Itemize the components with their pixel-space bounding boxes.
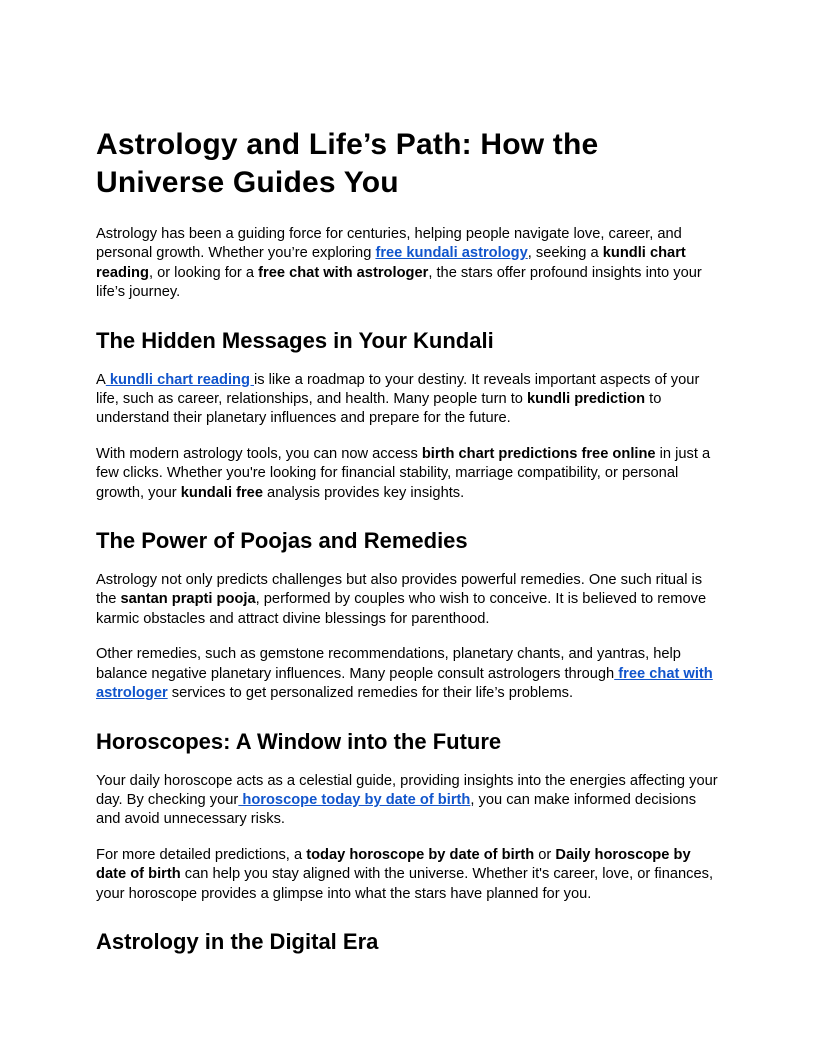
text-run: services to get personalized remedies for their life’s problems. (167, 685, 574, 702)
text-run: to understand their planetary influences and prepare for the future. (96, 391, 662, 427)
paragraph (96, 772, 720, 830)
text-run: santan prapti pooja (120, 591, 256, 608)
text-link[interactable]: kundli chart reading (105, 371, 254, 388)
paragraph (96, 371, 720, 429)
text-run: , seeking a (527, 245, 603, 262)
paragraph (96, 571, 720, 629)
text-run: kundli chart reading (96, 245, 686, 281)
text-link[interactable]: horoscope today by date of birth (238, 791, 471, 808)
text-run: Daily horoscope by date of birth (96, 846, 691, 883)
text-run: , you can make informed decisions and avoid unnecessary risks. (96, 791, 697, 828)
text-run: For more detailed predictions, a (96, 846, 307, 863)
text-run: is like a roadmap to your destiny. It reveals important aspects of your life, such as career, relationships, and health. Many people turn to (96, 371, 700, 408)
text-run: can help you stay aligned with the universe. Whether it's career, love, or finances, your horoscope provides a glimpse into what the stars have planned for you. (96, 866, 714, 902)
text-run: today horoscope by date of birth (306, 846, 535, 863)
section-heading: Horoscopes: A Window into the Future (96, 728, 502, 754)
text-run: kundli prediction (527, 391, 646, 408)
text-run: Your daily horoscope acts as a celestial guide, providing insights into the energies affecting your day. By checking your (96, 772, 718, 808)
text-run: A (96, 371, 106, 388)
text-run: , the stars offer profound insights into your life’s journey. (96, 264, 702, 301)
paragraph (96, 225, 720, 303)
section-heading: Astrology in the Digital Era (96, 928, 379, 954)
text-link[interactable]: free kundali astrology (375, 245, 528, 262)
text-run: in just a few clicks. Whether you're looking for financial stability, marriage compatibility, or personal growth, your (96, 445, 711, 501)
paragraph (96, 846, 720, 904)
text-run: With modern astrology tools, you can now access (96, 445, 422, 462)
section-heading: The Power of Poojas and Remedies (96, 528, 468, 554)
document-title: Astrology and Life’s Path: How the Universe Guides You (96, 128, 599, 199)
paragraph (96, 445, 720, 503)
document-body (96, 96, 720, 972)
text-run: analysis provides key insights. (262, 484, 465, 501)
text-run: , performed by couples who wish to conceive. It is believed to remove karmic obstacles and attract divine blessings for parenthood. (96, 591, 707, 627)
text-run: kundali free (180, 484, 263, 501)
section-heading: The Hidden Messages in Your Kundali (96, 327, 494, 353)
text-run: free chat with astrologer (258, 264, 429, 281)
text-run: , or looking for a (148, 264, 259, 281)
text-link[interactable]: free chat with astrologer (96, 665, 713, 702)
text-run: Astrology not only predicts challenges but also provides powerful remedies. One such ritual is the (96, 572, 703, 608)
text-run: Other remedies, such as gemstone recommendations, planetary chants, and yantras, help balance negative planetary influences. Many people consult astrologers through (96, 646, 681, 682)
text-run: Astrology has been a guiding force for centuries, helping people navigate love, career, and personal growth. Whether you’re exploring (96, 226, 682, 262)
text-run: birth chart predictions free online (421, 445, 656, 462)
document-blocks (96, 225, 720, 972)
text-run: or (534, 846, 556, 863)
paragraph (96, 645, 720, 703)
